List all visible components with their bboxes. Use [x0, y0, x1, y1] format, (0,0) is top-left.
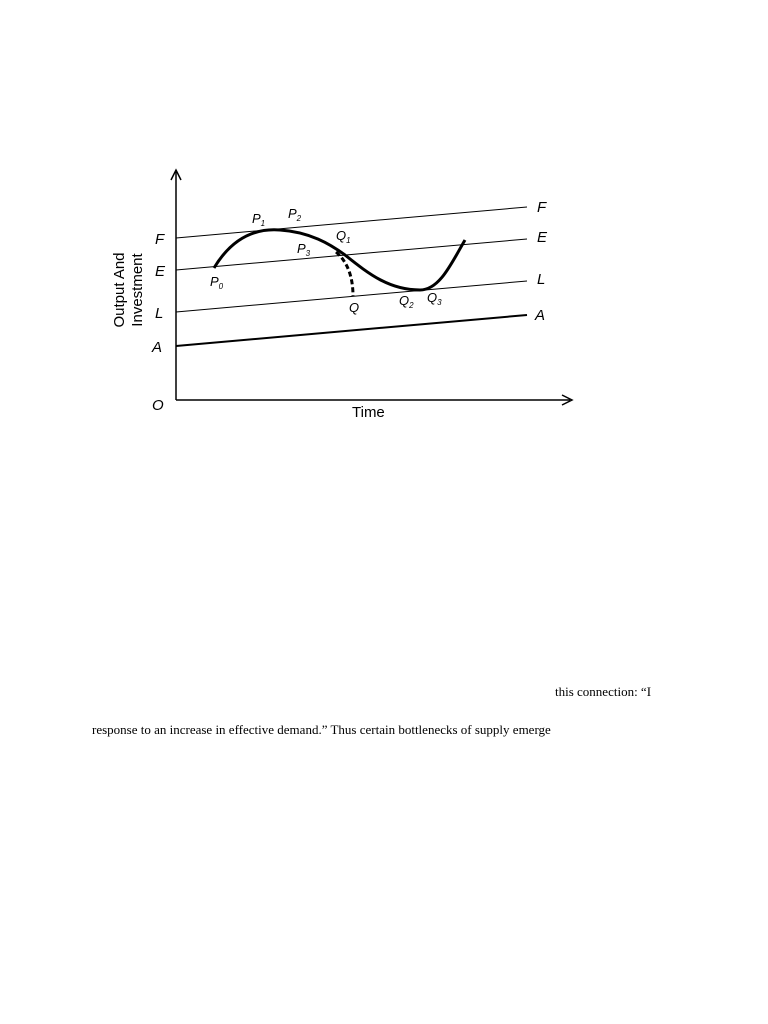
point-label-q: Q — [349, 300, 360, 315]
y-axis-title-line1: Output And — [111, 252, 128, 328]
text-line-1: this connection: “I — [555, 684, 652, 699]
trade-cycle-diagram — [0, 0, 768, 440]
line-f — [176, 207, 527, 238]
label-f-left: F — [155, 231, 165, 248]
text-line-2: response to an increase in effective demand.” Thus certain bottlenecks of supply emerge — [92, 722, 551, 737]
point-label-q2: $Q_2$ — [399, 293, 414, 310]
line-e — [176, 239, 527, 270]
line-a — [176, 315, 527, 346]
point-label-q1: $Q_1$ — [336, 228, 351, 245]
x-axis-title: Time — [352, 404, 385, 421]
origin-label: O — [152, 397, 164, 414]
label-a-left: A — [152, 339, 163, 356]
label-l-right: L — [537, 271, 546, 288]
label-a-right: A — [535, 307, 546, 324]
point-label-p2: $P_2$ — [288, 206, 302, 223]
point-label-p3: $P_3$ — [297, 241, 311, 258]
label-e-right: E — [537, 229, 548, 246]
point-label-q3: $Q_3$ — [427, 290, 442, 307]
point-label-p0: $P_0$ — [210, 274, 224, 291]
y-axis-title-line2: Investment — [129, 253, 146, 327]
label-e-left: E — [155, 263, 166, 280]
label-f-right: F — [537, 199, 547, 216]
point-label-p1: $P_1$ — [252, 211, 266, 228]
label-l-left: L — [155, 305, 164, 322]
